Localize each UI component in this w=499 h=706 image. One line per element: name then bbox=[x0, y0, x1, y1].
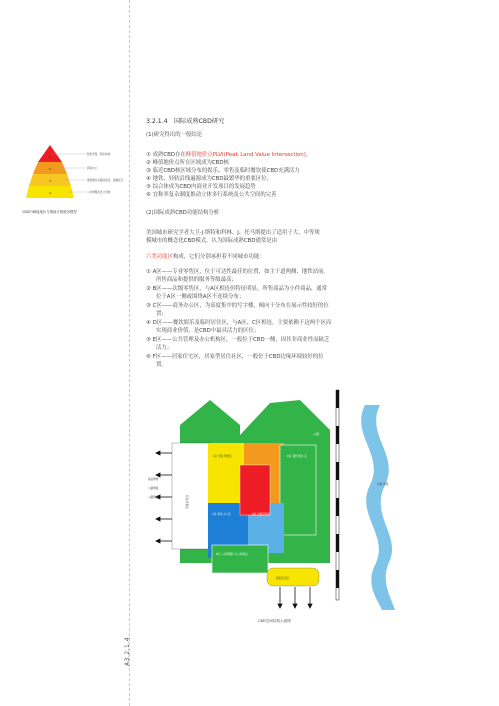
zone-item-e-cont: 活力； bbox=[156, 345, 173, 351]
intro-line-2: 模城市的概念化CBD模式，认为国际成熟CBD通常是由 bbox=[146, 238, 278, 244]
zone-item-b-cont: 位于A区一侧或围绕A区不连续分布； bbox=[156, 294, 245, 300]
pyramid-num-2: 2 bbox=[49, 167, 51, 171]
zone-item-d-cont: 实现商业价值，是CBD中最具活力的区位； bbox=[156, 328, 260, 334]
label-zone-b2: B区 次级零售区 bbox=[252, 513, 271, 516]
pyramid-label-4: 公共管理及办公机构 bbox=[87, 191, 111, 194]
pyramid-label-3: 餐饮娱乐及临时居住、高端住宅 bbox=[87, 179, 124, 182]
pyramid-num-4: 4 bbox=[49, 191, 51, 195]
conclusion-4: ④ 地铁、轻轨沿线遍源成为CBD最繁华的重要区位。 bbox=[146, 176, 272, 182]
left-label-1: 商业购物 bbox=[148, 478, 159, 481]
conclusion-3: ③ 临近CBD核区域分布的娱乐、零售及临时餐饮使CBD充满活力 bbox=[146, 168, 300, 174]
pyramid-caption: CBD内峰值地价与增值多数服务模型 bbox=[22, 210, 77, 214]
zones-intro: 六类功能区构成，它们分别承担着不同城市功能： bbox=[146, 254, 265, 260]
zone-item-a: ① A区——专业零售区，位于可达性最佳的位置，如主干道两侧、地铁站前。 bbox=[146, 269, 329, 275]
label-zone-a: A区 零售 购物区 bbox=[213, 455, 232, 458]
zone-item-f: ⑥ F区——居家住宅区，居家型居住社区，一般位于CBD边缘环境较好的位 bbox=[146, 354, 324, 360]
zone-item-c: ③ C区——商务办公区，为高度集中的写字楼，倾向于分布在展示性较好的位 bbox=[146, 303, 329, 309]
conclusion-6: ⑥ 宜称率复杂制度推动立体多行系统及公共空间的完善 bbox=[146, 192, 277, 198]
pyramid-label-2: 商务办公 bbox=[87, 167, 98, 170]
conclusion-1: ① 成熟CBD存在峰值地价点PLVI(Peak Land Value Intersection)。 bbox=[146, 152, 312, 158]
subheading-structure: (2)国际成熟CBD功能结构分析 bbox=[146, 210, 220, 216]
label-zone-c: C区 商务 办公区 bbox=[212, 513, 232, 516]
zone-item-d: ④ D区——餐饮娱乐及临时居住区，与A区、C区相连，主要依赖于这两个区而 bbox=[146, 320, 332, 326]
pyramid-figure bbox=[30, 140, 130, 214]
left-label-3: 公路网络 bbox=[148, 496, 159, 499]
label-bottom: 居家住宅区 bbox=[276, 577, 289, 580]
zone-item-f-cont: 置。 bbox=[156, 362, 167, 368]
zone-item-b: ② B区——次级零售区，与A区相连但特征明显，所售商品为小件商品，通常 bbox=[146, 286, 328, 292]
subheading-conclusions: (1)研究得出的一般结论 bbox=[146, 132, 203, 138]
zone-item-a-cont: 所售商品和提供的服务等级最高； bbox=[156, 277, 237, 283]
label-park: 公园 bbox=[313, 432, 320, 436]
railway-line bbox=[336, 390, 339, 600]
label-left-zone: 特色零售区 bbox=[185, 495, 189, 509]
pyramid-label-1: 特色零售、娱乐休闲 bbox=[87, 153, 111, 156]
page-code: A3.2.1.4 bbox=[124, 636, 132, 667]
conclusion-5: ⑤ 综合体成为CBD内商业开发项目的发展趋势 bbox=[146, 184, 256, 190]
dashed-divider bbox=[129, 0, 130, 706]
river bbox=[361, 405, 395, 610]
label-river: 河流 景观 bbox=[377, 483, 389, 486]
left-label-2: 公路网络 bbox=[148, 487, 159, 490]
pyramid-num-3: 3 bbox=[49, 179, 51, 183]
section-title: 3.2.1.4 国际成熟CBD研究 bbox=[146, 118, 225, 125]
cbd-diagram bbox=[150, 385, 400, 619]
zone-item-c-cont: 置； bbox=[156, 311, 167, 317]
zone-item-e: ⑤ E区——公共管理及办公机构区，一般位于CBD一侧，因其非商业性而缺乏 bbox=[146, 337, 330, 343]
diagram-caption: CBD空间结构示意图 bbox=[258, 619, 291, 623]
pyramid-num-1: 1 bbox=[49, 155, 51, 159]
label-zone-e: E区 公共管理区 办公机构区 bbox=[216, 553, 248, 556]
label-zone-d: D区 餐饮 娱乐 区 bbox=[287, 455, 308, 458]
intro-line-1: 美国城市研究学者大卫·J·斯特和科林、J、托马斯提出了适用于大、中等规 bbox=[146, 230, 320, 236]
conclusion-2: ② 峰值地价点所在区域成为CBD核 bbox=[146, 160, 229, 166]
